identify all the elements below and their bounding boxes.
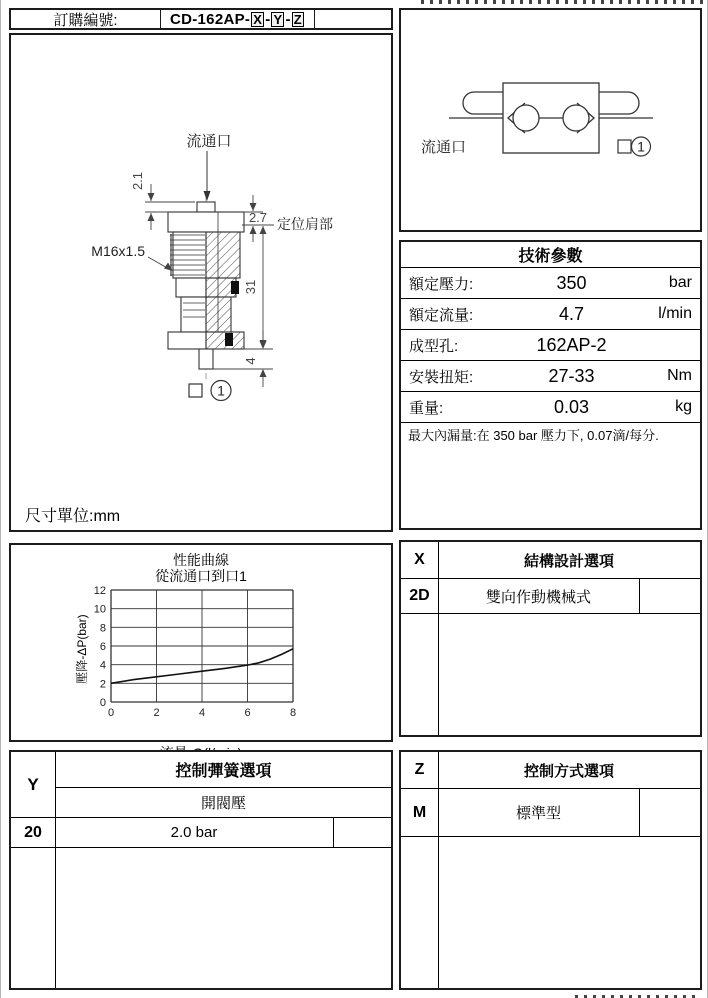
table-row	[401, 330, 700, 361]
y-tick-label: 0	[99, 697, 106, 709]
table-row	[11, 818, 391, 848]
y-tick-label: 6	[99, 641, 106, 653]
port1-number: 1	[217, 382, 225, 399]
option-row-empty-cell	[333, 818, 391, 847]
dash-1: -	[265, 10, 271, 28]
option-row-desc: 2.0 bar	[170, 824, 218, 841]
hydraulic-symbol	[401, 10, 700, 230]
param-label: 額定壓力:	[409, 275, 474, 293]
option-row-code: 20	[24, 823, 42, 841]
param-label: 成型孔:	[409, 337, 459, 355]
x-tick-label: 2	[153, 707, 160, 719]
param-unit: l/min	[658, 305, 692, 322]
symbol-port1-number: 1	[637, 138, 645, 155]
symbol-port1-square-icon	[618, 140, 631, 153]
clipped-text-top	[421, 0, 703, 4]
check-valve-ball-left	[513, 105, 539, 131]
option-z-panel	[399, 750, 702, 990]
dim-2-7-text: 2.7	[248, 210, 268, 225]
option-row-empty-cell	[639, 789, 700, 836]
param-label: 額定流量:	[409, 306, 474, 324]
chart-title: 性能曲線	[173, 552, 229, 568]
y-tick-label: 2	[99, 678, 106, 691]
dim-4-arrow-bottom	[260, 369, 267, 377]
param-label: 重量:	[409, 399, 444, 417]
column-divider	[438, 542, 439, 735]
performance-chart	[11, 585, 391, 740]
symbol-flow-port-label: 流通口	[421, 139, 467, 156]
option-x-panel	[399, 540, 702, 737]
column-divider	[438, 752, 439, 988]
option-z-code: Z	[414, 761, 425, 778]
table-row	[401, 361, 700, 392]
chart-y-axis-label: 壓降-ΔP(bar)	[75, 614, 89, 684]
leakage-note: 最大內漏量:在 350 bar 壓力下, 0.07滴/每分.	[408, 428, 659, 443]
order-code	[161, 10, 315, 28]
table-row	[401, 268, 700, 299]
dim-2-1-arrow-top	[148, 193, 155, 201]
dim-31-text: 31	[243, 279, 258, 295]
check-valve-ball-right	[563, 105, 589, 131]
table-row	[401, 299, 700, 330]
order-code-prefix: CD-162AP-	[169, 10, 251, 28]
param-unit: kg	[675, 398, 692, 415]
option-z-header	[401, 752, 700, 789]
y-tick-label: 10	[93, 603, 106, 616]
option-y-code: Y	[27, 774, 39, 794]
thread-leader-arrow	[164, 263, 173, 272]
order-number-header	[9, 8, 393, 30]
flow-port-label: 流通口	[186, 133, 232, 150]
thread-label: M16x1.5	[91, 243, 145, 259]
port1-square-icon	[189, 384, 202, 397]
dash-2: -	[285, 10, 291, 28]
x-tick-label: 8	[289, 707, 297, 719]
param-unit: Nm	[667, 367, 692, 384]
table-row	[401, 579, 700, 614]
seal-ring-upper	[231, 281, 239, 294]
table-row	[401, 392, 700, 423]
option-row-code: 2D	[409, 587, 430, 604]
order-number-label: 訂購編號:	[11, 10, 161, 28]
y-tick-label: 12	[93, 585, 106, 597]
dim-4-arrow-top	[260, 341, 267, 349]
order-code-x: X	[253, 11, 263, 27]
param-value: 350	[556, 272, 587, 293]
dimension-unit-note: 尺寸單位:mm	[25, 508, 121, 525]
dim-2-1-text: 2.1	[130, 171, 145, 191]
seal-ring-lower	[225, 333, 233, 346]
option-z-title: 控制方式選項	[523, 762, 614, 780]
hydraulic-symbol-panel	[399, 8, 702, 232]
param-unit: bar	[668, 274, 692, 291]
option-row-code: M	[412, 803, 427, 821]
option-x-header	[401, 542, 700, 579]
dim-31-arrow-top	[260, 226, 267, 234]
performance-curve-panel	[9, 543, 393, 742]
order-header-empty-cell	[315, 10, 391, 28]
dim-4-text: 4	[243, 357, 258, 365]
order-code-y: Y	[273, 11, 283, 27]
param-value: 27-33	[548, 365, 595, 386]
param-label: 安裝扭矩:	[409, 368, 474, 386]
option-x-code: X	[414, 551, 425, 568]
param-value: 162AP-2	[536, 334, 607, 355]
y-tick-label: 4	[99, 659, 106, 672]
valve-drawing	[11, 35, 391, 530]
technical-parameters-panel	[399, 240, 702, 530]
x-tick-label: 4	[198, 707, 206, 719]
shoulder-label: 定位肩部	[277, 216, 333, 232]
param-value: 4.7	[558, 303, 585, 324]
option-row-empty-cell	[639, 579, 700, 613]
order-code-z: Z	[293, 11, 303, 27]
y-tick-label: 8	[99, 622, 106, 635]
tech-params-title: 技術參數	[401, 242, 700, 268]
option-y-subtitle: 開閥壓	[200, 795, 246, 812]
option-y-title: 控制彈簧選項	[175, 763, 272, 780]
table-row	[401, 789, 700, 837]
dim-2-7-arrow-bottom	[250, 226, 257, 234]
dim-2-1-arrow-bottom	[148, 213, 155, 221]
option-row-desc: 標準型	[515, 805, 561, 822]
option-x-title: 結構設計選項	[523, 552, 614, 570]
x-tick-label: 6	[244, 707, 251, 719]
technical-drawing-panel	[9, 33, 393, 532]
option-y-panel	[9, 750, 393, 990]
flow-port-arrowhead	[204, 191, 211, 201]
param-value: 0.03	[553, 396, 590, 417]
option-row-desc: 雙向作動機械式	[485, 588, 591, 606]
chart-subtitle: 從流通口到口1	[155, 568, 247, 584]
x-tick-label: 0	[107, 707, 115, 719]
